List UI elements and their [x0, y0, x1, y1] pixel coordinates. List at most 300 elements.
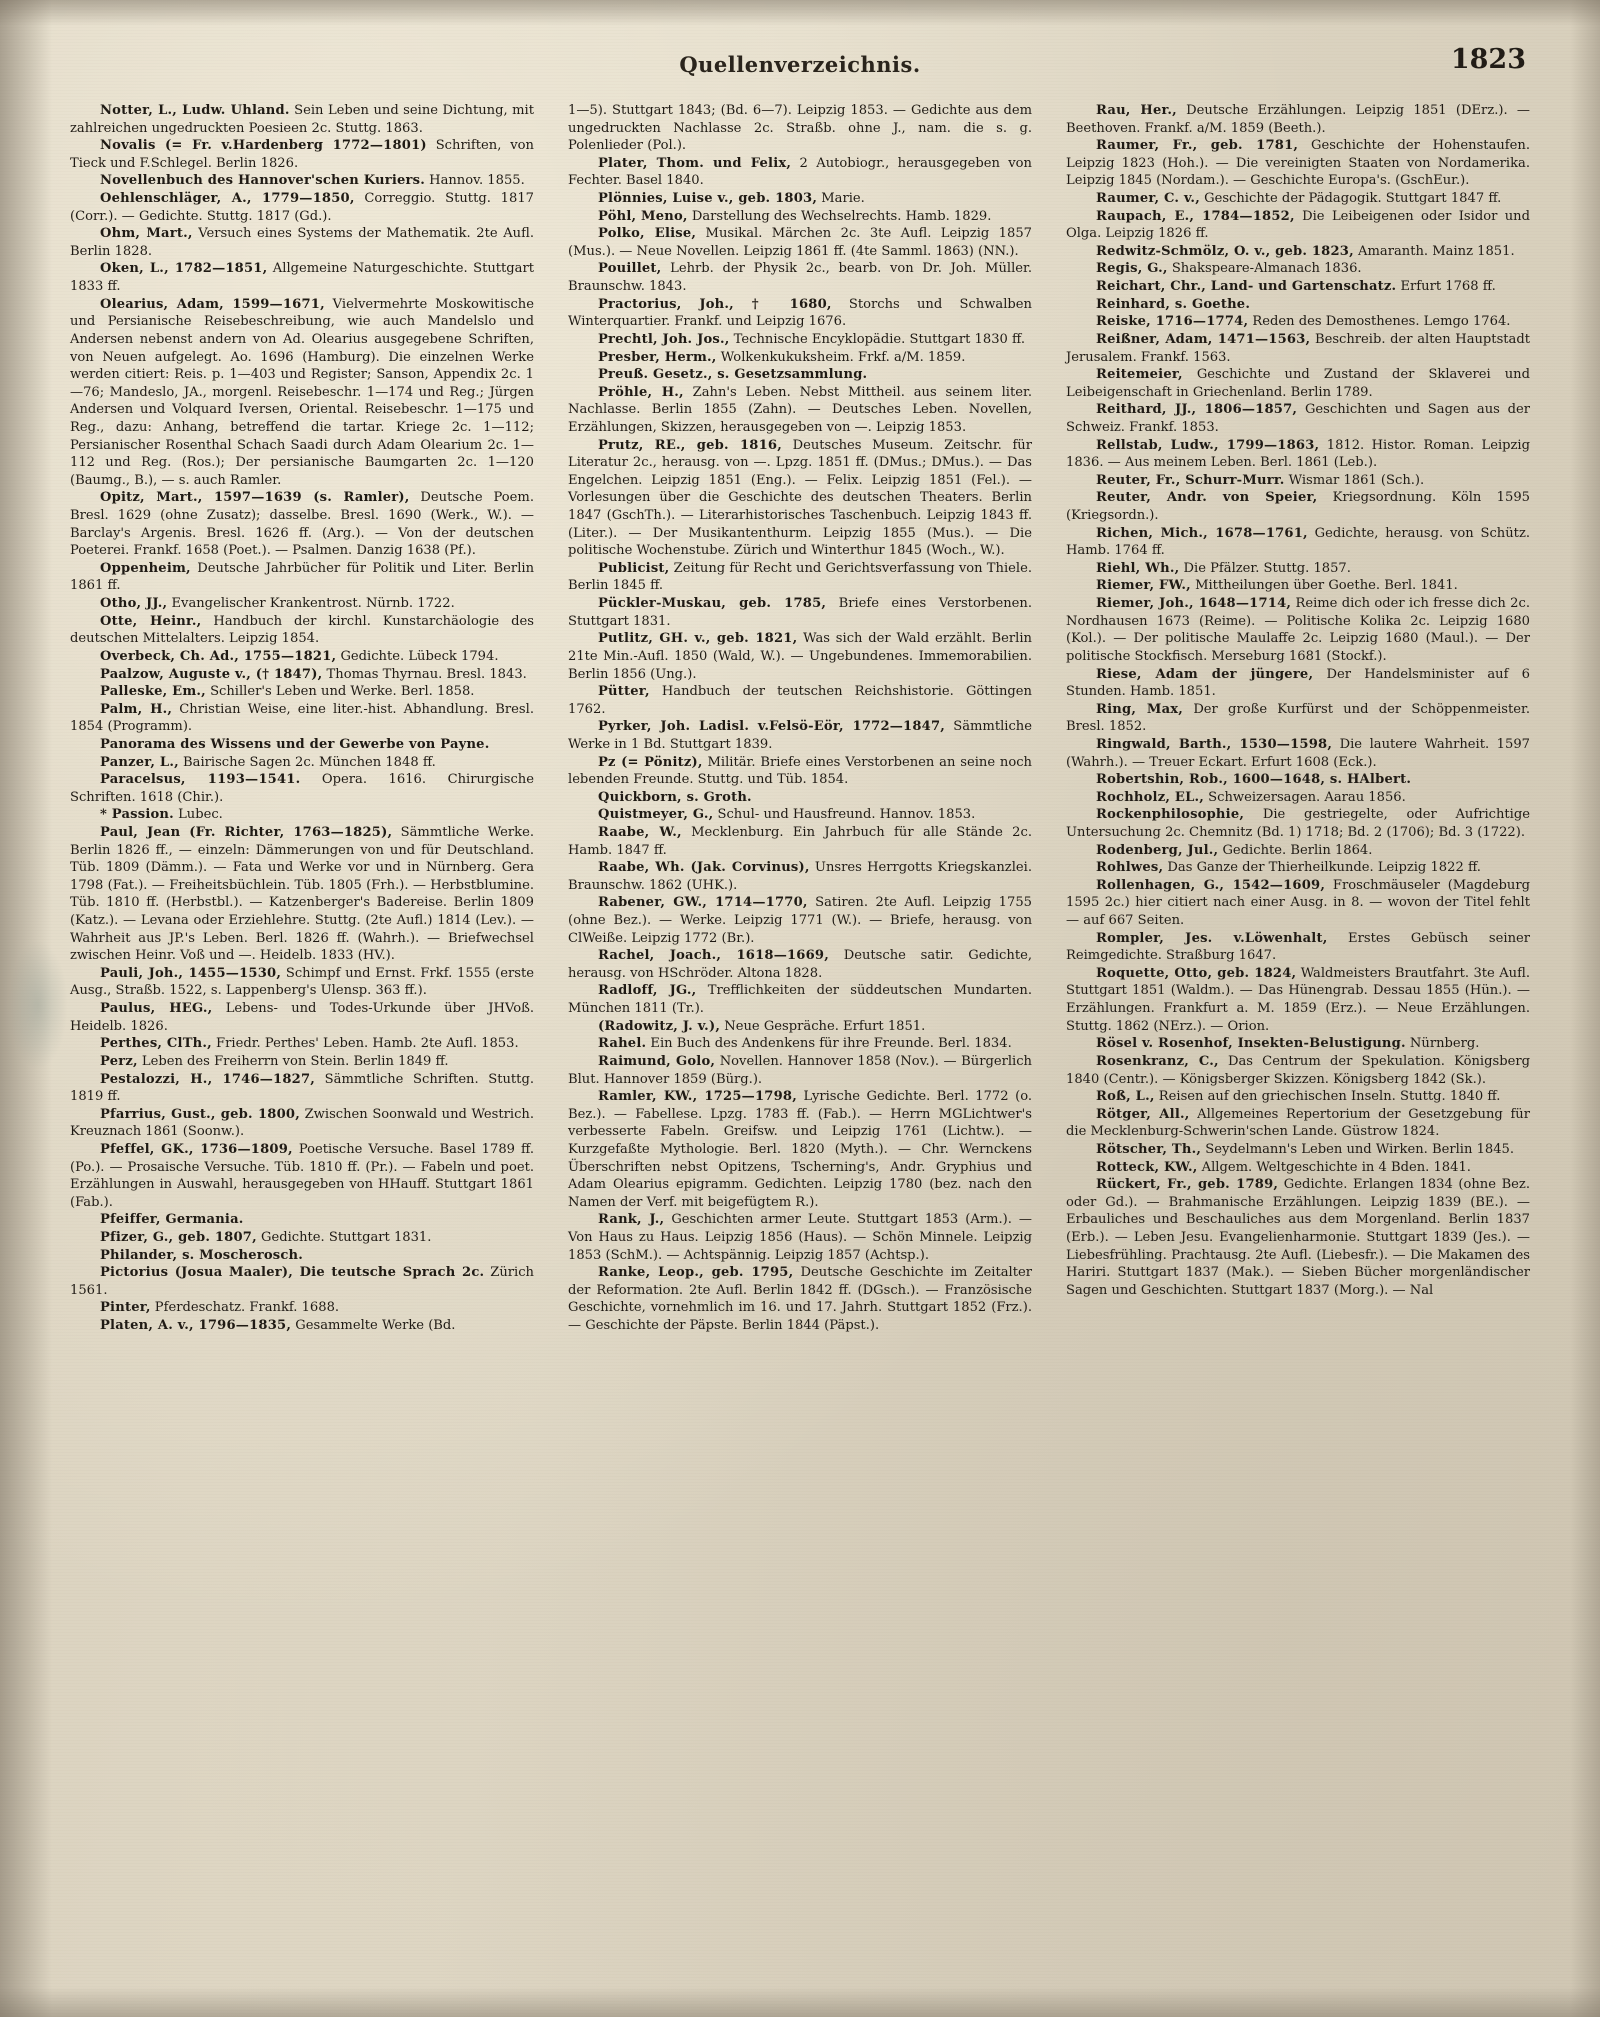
entry-headword: Rau, Her.,: [1096, 103, 1177, 118]
bibliography-entry: [1066, 701, 1530, 736]
entry-body: Novellen. Hannover 1858 (Nov.). — Bürgerlich Blut. Hannover 1859 (Bürg.).: [568, 1053, 1032, 1087]
bibliography-entry: [1066, 243, 1530, 261]
entry-body: Darstellung des Wechselrechts. Hamb. 1829.: [687, 208, 992, 224]
entry-body: Nürnberg.: [1405, 1036, 1480, 1052]
entry-body: Geschichten und Sagen aus der Schweiz. Frankf. 1853.: [1066, 402, 1530, 435]
entry-body: Storchs und Schwalben Winterquartier. Frankf. und Leipzig 1676.: [568, 296, 1032, 330]
entry-headword: Rellstab, Ludw., 1799—1863,: [1096, 437, 1320, 453]
bibliography-entry: [1066, 806, 1530, 841]
bibliography-entry: [70, 172, 534, 190]
entry-headword: Ranke, Leop., geb. 1795,: [598, 1265, 794, 1281]
bibliography-entry: [1066, 472, 1530, 490]
bibliography-entry: [568, 947, 1032, 982]
bibliography-entry: [1066, 1159, 1530, 1177]
entry-headword: Reichart, Chr., Land- und Gartenschatz.: [1096, 279, 1397, 295]
entry-body: Schriften, von Tieck und F.Schlegel. Berlin 1826.: [70, 138, 534, 171]
entry-headword: Riese, Adam der jüngere,: [1096, 666, 1314, 682]
bibliography-entry: [1066, 1035, 1530, 1053]
entry-headword: Ramler, KW., 1725—1798,: [598, 1089, 797, 1105]
bibliography-entry: [70, 771, 534, 806]
entry-headword: Rötger, All.,: [1096, 1106, 1190, 1122]
entry-body: Das Ganze der Thierheilkunde. Leipzig 1822 ff.: [1163, 860, 1481, 876]
bibliography-entry: [1066, 560, 1530, 578]
entry-headword: Quistmeyer, G.,: [598, 807, 714, 823]
entry-body: Zwischen Soonwald und Westrich. Kreuznach 1861 (Soonw.).: [70, 1106, 534, 1140]
entry-body: Schul- und Hausfreund. Hannov. 1853.: [713, 807, 976, 823]
entry-body: Schweizersagen. Aarau 1856.: [1204, 789, 1406, 805]
entry-headword: Plönnies, Luise v., geb. 1803,: [598, 191, 818, 207]
entry-headword: Perz,: [100, 1053, 138, 1069]
entry-headword: Putlitz, GH. v., geb. 1821,: [598, 631, 798, 647]
bibliography-entry: [568, 982, 1032, 1017]
bibliography-entry: [70, 489, 534, 559]
entry-headword: Rabener, GW., 1714—1770,: [598, 895, 808, 911]
bibliography-entry: [70, 190, 534, 225]
entry-body: Opera. 1616. Chirurgische Schriften. 1618 (Chir.).: [70, 772, 534, 805]
entry-headword: Publicist,: [598, 560, 670, 576]
entry-body: Sämmtliche Schriften. Stuttg. 1819 ff.: [70, 1071, 534, 1105]
entry-body: Amaranth. Mainz 1851.: [1353, 243, 1515, 259]
entry-headword: Pfeffel, GK., 1736—1809,: [100, 1141, 293, 1157]
entry-body: Gedichte. Lübeck 1794.: [336, 648, 499, 664]
bibliography-entry: [70, 1299, 534, 1317]
bibliography-entry: [568, 1035, 1032, 1053]
entry-body: Reime dich oder ich fresse dich 2c. Nordhausen 1673 (Reime). — Politische Kolika 2c. Leipzig 1680 (Kol.). — Der politische Maulaffe 2c. Leipzig 1680 (Maul.). — Der politische Stockfisch. Merseburg 1681 (Stockf.).: [1066, 596, 1530, 664]
bibliography-entry: [70, 1264, 534, 1299]
entry-body: Briefe eines Verstorbenen. Stuttgart 1831.: [568, 596, 1032, 629]
bibliography-entry: [1066, 1141, 1530, 1159]
bibliography-entry: [70, 736, 534, 754]
entry-headword: Paracelsus, 1193—1541.: [100, 772, 301, 788]
entry-headword: Pröhle, H.,: [598, 384, 684, 400]
bibliography-entry: [568, 789, 1032, 807]
entry-body: Zeitung für Recht und Gerichtsverfassung von Thiele. Berlin 1845 ff.: [568, 560, 1032, 594]
entry-headword: Rosenkranz, C.,: [1096, 1053, 1219, 1069]
entry-headword: Paul, Jean (Fr. Richter, 1763—1825),: [100, 824, 393, 840]
bibliography-entry: [568, 683, 1032, 718]
bibliography-entry: [1066, 1106, 1530, 1141]
entry-headword: Regis, G.,: [1096, 261, 1168, 277]
entry-body: Lehrb. der Physik 2c., bearb. von Dr. Joh. Müller. Braunschw. 1843.: [568, 261, 1032, 295]
entry-headword: Pictorius (Josua Maaler), Die teutsche Sprach 2c.: [100, 1265, 485, 1281]
entry-body: Correggio. Stuttg. 1817 (Corr.). — Gedichte. Stuttg. 1817 (Gd.).: [70, 191, 534, 224]
entry-body: Gedichte, herausg. von Schütz. Hamb. 1764 ff.: [1066, 525, 1530, 559]
entry-body: Kriegsordnung. Köln 1595 (Kriegsordn.).: [1066, 490, 1530, 524]
bibliography-entry: [70, 296, 534, 490]
entry-headword: Rockenphilosophie,: [1096, 807, 1245, 823]
entry-body: Neue Gespräche. Erfurt 1851.: [720, 1018, 926, 1034]
entry-body: Seydelmann's Leben und Wirken. Berlin 1845.: [1201, 1141, 1515, 1157]
bibliography-entry: [70, 1053, 534, 1071]
bibliography-entry: [1066, 859, 1530, 877]
bibliography-entry: [1066, 437, 1530, 472]
page-edge-shadow-bottom: [0, 1987, 1600, 2017]
entry-body: 2 Autobiogr., herausgegeben von Fechter. Basel 1840.: [568, 155, 1032, 189]
entry-body: Deutsche Erzählungen. Leipzig 1851 (DErz.). — Beethoven. Frankf. a/M. 1859 (Beeth.).: [1066, 103, 1530, 136]
bibliography-entry: [70, 613, 534, 648]
entry-body: Mittheilungen über Goethe. Berl. 1841.: [1190, 578, 1458, 594]
entry-body: Die Leibeigenen oder Isidor und Olga. Leipzig 1826 ff.: [1066, 208, 1530, 242]
entry-headword: Pz (= Pönitz),: [598, 754, 703, 770]
entry-headword: * Passion.: [100, 807, 174, 823]
entry-headword: Pfizer, G., geb. 1807,: [100, 1230, 257, 1245]
entry-body: Handbuch der kirchl. Kunstarchäologie des deutschen Mittelalters. Leipzig 1854.: [70, 613, 535, 647]
bibliography-entry: [568, 225, 1032, 260]
entry-headword: Reitemeier,: [1096, 367, 1183, 383]
entry-headword: Opitz, Mart., 1597—1639 (s. Ramler),: [100, 490, 410, 506]
bibliography-entry: [1066, 877, 1530, 930]
entry-headword: Quickborn, s. Groth.: [598, 789, 752, 805]
bibliography-entry: [568, 1264, 1032, 1334]
text-columns: [70, 102, 1530, 1335]
entry-body: Deutsche Geschichte im Zeitalter der Reformation. 2te Aufl. Berlin 1842 ff. (DGsch.). — Französische Geschichte, vornehmlich im 16. und 17. Jahrh. Stuttgart 1852 (Frz.). — Geschichte der Päpste. Berlin 1844 (Päpst.).: [568, 1265, 1032, 1334]
entry-body: Bairische Sagen 2c. München 1848 ff.: [178, 754, 436, 770]
entry-headword: Rollenhagen, G., 1542—1609,: [1096, 877, 1326, 893]
entry-headword: (Radowitz, J. v.),: [598, 1018, 721, 1034]
entry-headword: Raumer, C. v.,: [1096, 191, 1200, 207]
bibliography-entry: [1066, 401, 1530, 436]
bibliography-entry: [70, 1229, 534, 1247]
bibliography-entry: [70, 225, 534, 260]
entry-body: Der Handelsminister auf 6 Stunden. Hamb. 1851.: [1066, 666, 1531, 700]
bibliography-entry: [1066, 666, 1530, 701]
entry-body: Sein Leben und seine Dichtung, mit zahlreichen ungedruckten Poesieen 2c. Stuttg. 1863.: [70, 103, 534, 136]
bibliography-entry: [568, 155, 1032, 190]
entry-headword: Platen, A. v., 1796—1835,: [100, 1318, 292, 1334]
bibliography-entry: [1066, 1088, 1530, 1106]
page-number: 1823: [1450, 44, 1526, 75]
entry-headword: Rösel v. Rosenhof, Insekten-Belustigung.: [1096, 1036, 1406, 1052]
entry-body: Das Centrum der Spekulation. Königsberg 1840 (Centr.). — Königsberger Skizzen. Königsberg 1842 (Sk.).: [1066, 1053, 1530, 1087]
entry-body: Froschmäuseler (Magdeburg 1595 2c.) hier citiert nach einer Ausg. in 8. — wovon der Titel fehlt — auf 667 Seiten.: [1066, 877, 1530, 929]
entry-headword: Oppenheim,: [100, 560, 191, 576]
bibliography-entry: [568, 894, 1032, 947]
entry-headword: Pfarrius, Gust., geb. 1800,: [100, 1106, 300, 1122]
bibliography-entry: [70, 965, 534, 1000]
entry-headword: Panorama des Wissens und der Gewerbe von Payne.: [100, 736, 490, 752]
bibliography-entry: [568, 824, 1032, 859]
bibliography-entry: [70, 1317, 534, 1335]
bibliography-entry: [1066, 366, 1530, 401]
bibliography-entry: [568, 630, 1032, 683]
bibliography-entry: [1066, 842, 1530, 860]
bibliography-entry: [70, 1071, 534, 1106]
entry-headword: Olearius, Adam, 1599—1671,: [100, 296, 325, 312]
entry-body: Evangelischer Krankentrost. Nürnb. 1722.: [167, 596, 455, 612]
entry-body: Friedr. Perthes' Leben. Hamb. 2te Aufl. 1853.: [211, 1036, 519, 1052]
bibliography-entry: [70, 824, 534, 965]
entry-body: Satiren. 2te Aufl. Leipzig 1755 (ohne Bez.). — Werke. Leipzig 1771 (W.). — Briefe, herausg. von ClWeiße. Leipzig 1772 (Br.).: [568, 895, 1032, 946]
entry-headword: Reithard, JJ., 1806—1857,: [1096, 402, 1298, 418]
entry-headword: Richen, Mich., 1678—1761,: [1096, 525, 1308, 541]
bibliography-entry: [70, 1247, 534, 1265]
bibliography-entry: [568, 1211, 1032, 1264]
entry-headword: Rotteck, KW.,: [1096, 1159, 1198, 1175]
entry-headword: Pyrker, Joh. Ladisl. v.Felsö-Eör, 1772—1847,: [598, 719, 946, 735]
entry-headword: Paalzow, Auguste v., († 1847),: [100, 666, 323, 682]
entry-headword: Reißner, Adam, 1471—1563,: [1096, 331, 1311, 347]
entry-headword: Riemer, FW.,: [1096, 578, 1191, 594]
entry-body: Militär. Briefe eines Verstorbenen an seine noch lebenden Freunde. Stuttg. und Tüb. 1854.: [568, 754, 1032, 788]
entry-body: Deutsche satir. Gedichte, herausg. von HSchröder. Altona 1828.: [568, 948, 1032, 981]
entry-headword: Prechtl, Joh. Jos.,: [598, 331, 730, 347]
bibliography-entry: [568, 1088, 1032, 1211]
entry-headword: Paulus, HEG.,: [100, 1001, 213, 1017]
entry-headword: Rochholz, EL.,: [1096, 789, 1204, 805]
bibliography-entry: [70, 137, 534, 172]
entry-headword: Rahel.: [598, 1036, 647, 1052]
entry-headword: Overbeck, Ch. Ad., 1755—1821,: [100, 648, 337, 664]
bibliography-entry: [1066, 208, 1530, 243]
entry-body: Gedichte. Erlangen 1834 (ohne Bez. oder Gd.). — Brahmanische Erzählungen. Leipzig 1839 (BE.). — Erbauliches und Beschauliches aus dem Morgenland. Berlin 1837 (Erb.). — Leben Jesu. Evangelienharmonie. Stuttgart 1839 (Jes.). — Liebesfrühling. Prachtausg. 2te Aufl. (Liebesfr.). — Die Makamen des Hariri. Stuttgart 1837 (Mak.). — Sieben Bücher morgenländischer Sagen und Geschichten. Stuttgart 1837 (Morg.). — Nal: [1066, 1177, 1530, 1298]
paper-stain: [8, 940, 68, 1070]
entry-headword: Oken, L., 1782—1851,: [100, 261, 268, 277]
bibliography-entry: [568, 366, 1032, 384]
bibliography-entry: [1066, 965, 1530, 1035]
entry-headword: Novellenbuch des Hannover'schen Kuriers.: [100, 173, 425, 189]
entry-body: Sämmtliche Werke. Berlin 1826 ff., — einzeln: Dämmerungen von und für Deutschland. Tüb. 1809 (Dämm.). — Fata und Werke vor und in Nürnberg. Gera 1798 (Fat.). — Freiheitsbüchlein. Tüb. 1805 (Frh.). — Herbstblumine. Tüb. 1810 ff. (Herbstbl.). — Katzenberger's Badereise. Berlin 1809 (Katz.). — Levana oder Erziehlehre. Stuttg. (2te Aufl.) 1814 (Lev.). — Wahrheit aus JP.'s Leben. Berl. 1826 ff. (Wahrh.). — Briefwechsel zwischen Heinr. Voß und —. Heidelb. 1833 (HV.).: [70, 824, 534, 964]
entry-body: Reisen auf den griechischen Inseln. Stuttg. 1840 ff.: [1154, 1089, 1501, 1105]
entry-body: Handbuch der teutschen Reichshistorie. Göttingen 1762.: [568, 684, 1032, 717]
entry-body: Wismar 1861 (Sch.).: [1284, 472, 1425, 488]
entry-body: Thomas Thyrnau. Bresl. 1843.: [322, 666, 527, 682]
entry-body: Allgem. Weltgeschichte in 4 Bden. 1841.: [1197, 1159, 1471, 1175]
bibliography-entry: [1066, 313, 1530, 331]
entry-headword: Rötscher, Th.,: [1096, 1141, 1202, 1157]
entry-body: Die gestriegelte, oder Aufrichtige Untersuchung 2c. Chemnitz (Bd. 1) 1718; Bd. 2 (1706); Bd. 3 (1722).: [1066, 807, 1530, 840]
entry-body: Allgemeine Naturgeschichte. Stuttgart 1833 ff.: [70, 261, 534, 295]
entry-headword: Preuß. Gesetz., s. Gesetzsammlung.: [598, 367, 868, 383]
entry-headword: Rank, J.,: [598, 1212, 665, 1228]
bibliography-entry: [70, 102, 534, 137]
entry-body: Deutsche Jahrbücher für Politik und Liter. Berlin 1861 ff.: [70, 560, 534, 594]
entry-headword: Polko, Elise,: [598, 226, 697, 242]
entry-headword: Redwitz-Schmölz, O. v., geb. 1823,: [1096, 243, 1354, 259]
bibliography-entry: [568, 331, 1032, 349]
bibliography-entry: [568, 560, 1032, 595]
entry-headword: Prutz, RE., geb. 1816,: [598, 437, 782, 453]
column-2: [568, 102, 1032, 1335]
entry-headword: Roquette, Otto, geb. 1824,: [1096, 965, 1297, 981]
entry-headword: Rodenberg, Jul.,: [1096, 842, 1219, 858]
entry-body: Gesammelte Werke (Bd.: [291, 1318, 456, 1334]
entry-headword: Riehl, Wh.,: [1096, 560, 1180, 576]
page-edge-shadow-left: [0, 0, 52, 2017]
bibliography-entry: [1066, 260, 1530, 278]
bibliography-entry: [1066, 296, 1530, 314]
entry-body: Zürich 1561.: [70, 1265, 534, 1298]
entry-body: Lebens- und Todes-Urkunde über JHVoß. Heidelb. 1826.: [70, 1001, 535, 1034]
bibliography-entry: [70, 666, 534, 684]
running-head-title: Quellenverzeichnis.: [679, 52, 921, 77]
entry-body: Gedichte. Stuttgart 1831.: [256, 1230, 432, 1245]
bibliography-entry: [70, 595, 534, 613]
bibliography-entry: [70, 1106, 534, 1141]
bibliography-entry: [1066, 102, 1530, 137]
entry-headword: Ringwald, Barth., 1530—1598,: [1096, 736, 1333, 752]
entry-body: Deutsches Museum. Zeitschr. für Literatur 2c., herausg. von —. Lpzg. 1851 ff. (DMus.; DMus.). — Das Engelchen. Leipzig 1851 (Eng.). — Felix. Leipzig 1851 (Fel.). — Vorlesungen über die Geschichte des deutschen Theaters. Berlin 1847 (GschTh.). — Literarhistorisches Taschenbuch. Leipzig 1843 ff. (Liter.). — Der Musikantenthurm. Leipzig 1855 (Mus.). — Die politische Wochenstube. Zürich und Winterthur 1845 (Woch., W.).: [568, 437, 1033, 559]
bibliography-entry: [70, 260, 534, 295]
entry-headword: Reinhard, s. Goethe.: [1096, 296, 1251, 312]
entry-headword: Pöhl, Meno,: [598, 208, 688, 224]
entry-headword: Rompler, Jes. v.Löwenhalt,: [1096, 930, 1328, 946]
entry-headword: Practorius, Joh., † 1680,: [598, 296, 832, 312]
bibliography-entry: [568, 718, 1032, 753]
bibliography-entry: [70, 683, 534, 701]
entry-body: Die lautere Wahrheit. 1597 (Wahrh.). — Treuer Eckart. Erfurt 1608 (Eck.).: [1066, 736, 1530, 770]
entry-body: Reden des Demosthenes. Lemgo 1764.: [1248, 314, 1511, 330]
entry-headword: Raabe, W.,: [598, 824, 682, 840]
entry-headword: Pouillet,: [598, 261, 662, 277]
bibliography-entry: [568, 102, 1032, 155]
entry-body: Trefflichkeiten der süddeutschen Mundarten. München 1811 (Tr.).: [568, 983, 1032, 1017]
entry-body: Schimpf und Ernst. Frkf. 1555 (erste Ausg., Straßb. 1522, s. Lappenberg's Ulensp. 363 ff.).: [70, 965, 534, 999]
bibliography-entry: [1066, 331, 1530, 366]
entry-headword: Radloff, JG.,: [598, 983, 697, 999]
entry-body: Gedichte. Berlin 1864.: [1218, 842, 1373, 858]
bibliography-entry: [1066, 525, 1530, 560]
entry-headword: Roß, L.,: [1096, 1089, 1155, 1105]
entry-body: Vielvermehrte Moskowitische und Persianische Reisebeschreibung, wie auch Mandelslo und Andersen nebenst andern von Ad. Olearius ausgegebene Schriften, von Neuen aufgelegt. Ao. 1696 (Hamburg). Die einzelnen Werke werden citiert: Reis. p. 1—403 und Register; Sanson, Appendix 2c. 1—76; Mandeslo, JA., morgenl. Reisebeschr. 1—174 und Reg.; Jürgen Andersen und Volquard Iversen, Oriental. Reisebeschr. 1—175 und Reg., dazu: Anhang, betreffend die tartar. Kriege 2c. 1—112; Persianischer Rosenthal Schach Saadi durch Adam Olearium 2c. 1—112 und Reg. (Ros.); Der persianische Baumgarten 2c. 1—120 (Baumg., B.), — s. auch Ramler.: [70, 296, 534, 488]
bibliography-entry: [568, 349, 1032, 367]
bibliography-entry: [1066, 278, 1530, 296]
entry-body: Erstes Gebüsch seiner Reimgedichte. Straßburg 1647.: [1066, 930, 1531, 964]
entry-headword: Pauli, Joh., 1455—1530,: [100, 965, 282, 981]
entry-body: Allgemeines Repertorium der Gesetzgebung für die Mecklenburg-Schwerin'schen Lande. Güstrow 1824.: [1066, 1106, 1530, 1140]
bibliography-entry: [568, 384, 1032, 437]
entry-headword: Palm, H.,: [100, 701, 173, 717]
bibliography-entry: [568, 190, 1032, 208]
entry-body: Zahn's Leben. Nebst Mittheil. aus seinem liter. Nachlasse. Berlin 1855 (Zahn). — Deutsches Leben. Novellen, Erzählungen, Skizzen, herausgegeben von —. Leipzig 1853.: [568, 384, 1032, 435]
entry-body: Lubec.: [173, 807, 223, 823]
entry-body: Sämmtliche Werke in 1 Bd. Stuttgart 1839.: [568, 719, 1032, 752]
entry-body: Geschichte der Hohenstaufen. Leipzig 1823 (Hoh.). — Die vereinigten Staaten von Nordamerika. Leipzig 1845 (Nordam.). — Geschichte Europa's. (GschEur.).: [1066, 138, 1530, 189]
entry-body: Marie.: [817, 191, 865, 207]
entry-headword: Pfeiffer, Germania.: [100, 1212, 244, 1228]
entry-headword: Raimund, Golo,: [598, 1053, 716, 1069]
entry-body: Shakspeare-Almanach 1836.: [1167, 261, 1362, 277]
page-edge-shadow-right: [1570, 0, 1600, 2017]
entry-headword: Pestalozzi, H., 1746—1827,: [100, 1071, 316, 1087]
entry-body: Wolkenkukuksheim. Frkf. a/M. 1859.: [716, 349, 966, 365]
entry-body: Was sich der Wald erzählt. Berlin 21te Min.-Aufl. 1850 (Wald, W.). — Ungebundenes. Immemorabilien. Berlin 1856 (Ung.).: [568, 631, 1032, 682]
bibliography-entry: [568, 1018, 1032, 1036]
entry-headword: Novalis (= Fr. v.Hardenberg 1772—1801): [100, 138, 427, 154]
bibliography-entry: [1066, 736, 1530, 771]
entry-body: Leben des Freiherrn von Stein. Berlin 1849 ff.: [137, 1053, 449, 1069]
bibliography-entry: [70, 1211, 534, 1229]
entry-headword: Perthes, ClTh.,: [100, 1036, 212, 1052]
entry-headword: Robertshin, Rob., 1600—1648, s. HAlbert.: [1096, 772, 1412, 788]
entry-headword: Pinter,: [100, 1300, 151, 1316]
bibliography-entry: [1066, 595, 1530, 665]
entry-headword: Otte, Heinr.,: [100, 613, 202, 629]
bibliography-entry: [1066, 930, 1530, 965]
entry-headword: Panzer, L.,: [100, 754, 179, 770]
bibliography-entry: [1066, 137, 1530, 190]
entry-headword: Reuter, Andr. von Speier,: [1096, 490, 1318, 506]
entry-headword: Notter, L., Ludw. Uhland.: [100, 103, 290, 118]
bibliography-entry: [568, 208, 1032, 226]
bibliography-entry: [1066, 577, 1530, 595]
entry-headword: Palleske, Em.,: [100, 684, 206, 700]
entry-body: Pferdeschatz. Frankf. 1688.: [150, 1300, 340, 1316]
entry-headword: Oehlenschläger, A., 1779—1850,: [100, 191, 355, 207]
entry-body: Unsres Herrgotts Kriegskanzlei. Braunschw. 1862 (UHK.).: [568, 860, 1032, 893]
entry-headword: Ring, Max,: [1096, 701, 1184, 717]
entry-body: Waldmeisters Brautfahrt. 3te Aufl. Stuttgart 1851 (Waldm.). — Das Hünengrab. Dessau 1855 (Hün.). — Erzählungen. Frankfurt a. M. 1859 (Erz.). — Neue Erzählungen. Stuttg. 1862 (NErz.). — Orion.: [1066, 965, 1530, 1034]
entry-headword: Philander, s. Moscherosch.: [100, 1247, 304, 1263]
bibliography-entry: [568, 296, 1032, 331]
entry-body: Schiller's Leben und Werke. Berl. 1858.: [205, 684, 475, 700]
entry-body: Lyrische Gedichte. Berl. 1772 (o. Bez.). — Fabellese. Lpzg. 1783 ff. (Fab.). — Herrn MGLichtwer's verbesserte Fabeln. Greifsw. und Leipzig 1761 (Lichtw.). — Kurzgefaßte Mythologie. Berl. 1820 (Myth.). — Chr. Wernckens Überschriften nebst Opitzens, Tscherning's, Andr. Gryphius und Adam Olearius epigramm. Gedichten. Leipzig 1780 (bez. nach den Namen der Verf. mit beigefügtem R.).: [568, 1089, 1033, 1210]
entry-headword: Raumer, Fr., geb. 1781,: [1096, 138, 1299, 154]
entry-body: Beschreib. der alten Hauptstadt Jerusalem. Frankf. 1563.: [1066, 331, 1531, 365]
entry-body: Die Pfälzer. Stuttg. 1857.: [1179, 560, 1351, 576]
bibliography-entry: [70, 648, 534, 666]
bibliography-entry: [70, 1000, 534, 1035]
entry-headword: Rachel, Joach., 1618—1669,: [598, 948, 829, 964]
entry-body: Deutsche Poem. Bresl. 1629 (ohne Zusatz); dasselbe. Bresl. 1690 (Werk., W.). — Barclay's Argenis. Bresl. 1626 ff. (Arg.). — Von der deutschen Poeterei. Frankf. 1658 (Poet.). — Psalmen. Danzig 1638 (Pf.).: [70, 490, 534, 559]
entry-body: Ein Buch des Andenkens für ihre Freunde. Berl. 1834.: [646, 1036, 1012, 1052]
entry-body: Der große Kurfürst und der Schöppenmeister. Bresl. 1852.: [1066, 701, 1530, 735]
bibliography-entry: [70, 701, 534, 736]
bibliography-entry: [568, 260, 1032, 295]
entry-body: 1812. Histor. Roman. Leipzig 1836. — Aus meinem Leben. Berl. 1861 (Leb.).: [1066, 437, 1530, 471]
entry-body: Christian Weise, eine liter.-hist. Abhandlung. Bresl. 1854 (Programm).: [70, 701, 534, 735]
entry-headword: Otho, JJ.,: [100, 596, 168, 612]
entry-headword: Pütter,: [598, 684, 650, 700]
entry-headword: Plater, Thom. und Felix,: [598, 155, 792, 171]
entry-body: 1—5). Stuttgart 1843; (Bd. 6—7). Leipzig 1853. — Gedichte aus dem ungedruckten Nachlasse 2c. Straßb. ohne J., nam. die s. g. Polenlieder (Pol.).: [568, 103, 1032, 154]
bibliography-entry: [70, 806, 534, 824]
bibliography-entry: [1066, 190, 1530, 208]
entry-headword: Reiske, 1716—1774,: [1096, 314, 1249, 330]
bibliography-entry: [1066, 771, 1530, 789]
bibliography-entry: [1066, 489, 1530, 524]
bibliography-entry: [70, 560, 534, 595]
entry-body: Erfurt 1768 ff.: [1396, 279, 1496, 295]
bibliography-entry: [568, 1053, 1032, 1088]
entry-body: Mecklenburg. Ein Jahrbuch für alle Stände 2c. Hamb. 1847 ff.: [568, 824, 1032, 858]
entry-headword: Raupach, E., 1784—1852,: [1096, 208, 1295, 224]
entry-headword: Ohm, Mart.,: [100, 226, 193, 242]
bibliography-entry: [70, 1035, 534, 1053]
entry-body: Hannov. 1855.: [424, 173, 525, 189]
bibliography-entry: [568, 859, 1032, 894]
entry-headword: Rückert, Fr., geb. 1789,: [1096, 1177, 1279, 1193]
column-1: [70, 102, 534, 1335]
bibliography-entry: [70, 754, 534, 772]
entry-headword: Presber, Herm.,: [598, 349, 717, 365]
entry-body: Geschichte und Zustand der Sklaverei und Leibeigenschaft in Griechenland. Berlin 1789.: [1066, 367, 1530, 400]
bibliography-entry: [568, 754, 1032, 789]
page-header: [70, 44, 1530, 96]
entry-body: Versuch eines Systems der Mathematik. 2te Aufl. Berlin 1828.: [70, 226, 535, 259]
entry-headword: Reuter, Fr., Schurr-Murr.: [1096, 472, 1285, 488]
entry-headword: Rohlwes,: [1096, 860, 1164, 876]
column-3: [1066, 102, 1530, 1335]
page-edge-shadow-top: [0, 0, 1600, 26]
bibliography-entry: [1066, 1053, 1530, 1088]
bibliography-entry: [568, 806, 1032, 824]
entry-headword: Pückler-Muskau, geb. 1785,: [598, 596, 827, 612]
entry-body: Technische Encyklopädie. Stuttgart 1830 ff.: [729, 331, 1026, 347]
bibliography-entry: [1066, 789, 1530, 807]
bibliography-entry: [1066, 1176, 1530, 1299]
page-content: [70, 44, 1530, 1974]
entry-body: Geschichte der Pädagogik. Stuttgart 1847 ff.: [1199, 191, 1502, 207]
